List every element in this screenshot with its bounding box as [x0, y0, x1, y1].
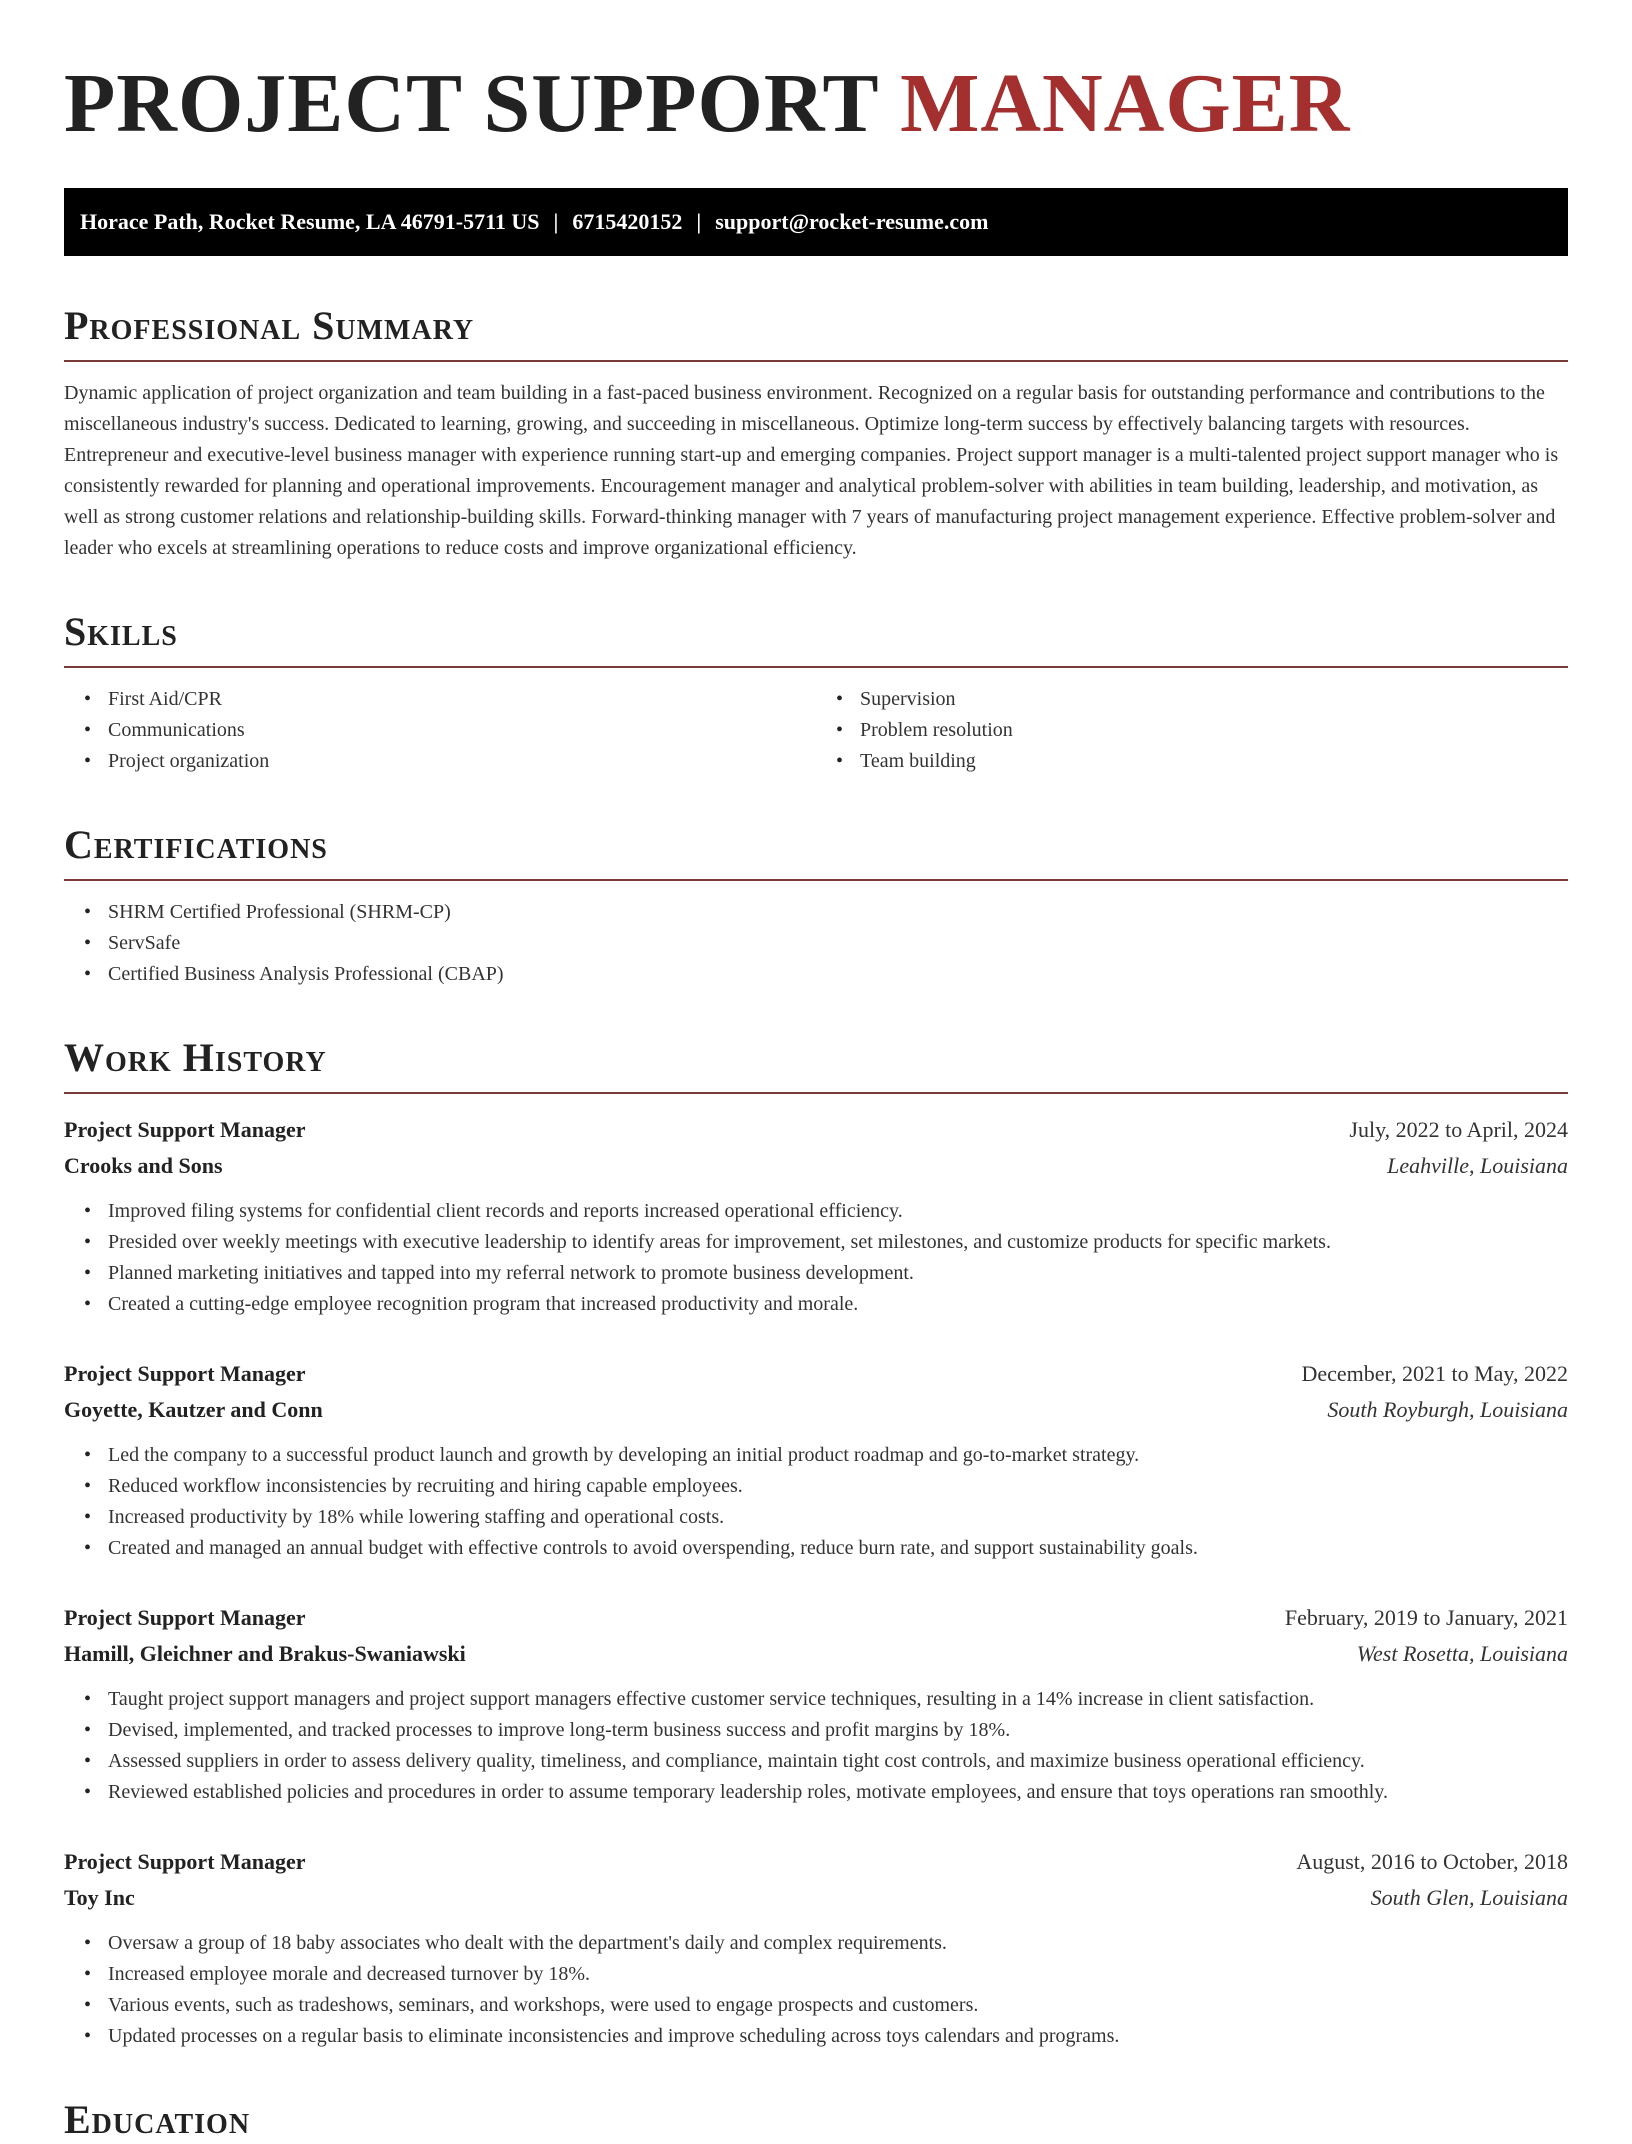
work-history-heading: Work History: [64, 1035, 327, 1080]
title-accent: MANAGER: [900, 57, 1351, 150]
job-bullet: • Reviewed established policies and procedures in order to assume temporary leadership roles, motivate employees, and ensure that toys operations ran smoothly.: [108, 1777, 1568, 1808]
section-divider: [64, 879, 1568, 881]
contact-bar: [64, 188, 1568, 256]
section-divider: [64, 666, 1568, 668]
job-bullets: [64, 1684, 1568, 1808]
job-bullet: • Improved filing systems for confidential client records and reports increased operational efficiency.: [108, 1196, 1568, 1227]
summary-heading: Professional Summary: [64, 303, 475, 348]
job-bullets: [64, 1928, 1568, 2052]
job-dates: February, 2019 to January, 2021: [1284, 1605, 1568, 1630]
job-title: Project Support Manager: [64, 1605, 306, 1630]
job-company-row: [64, 1148, 1568, 1184]
job-location: South Royburgh, Louisiana: [1327, 1397, 1568, 1422]
certification-item: • ServSafe: [108, 928, 1568, 959]
skills-heading: Skills: [64, 609, 178, 654]
education-section: [64, 2096, 1568, 2144]
job-location: West Rosetta, Louisiana: [1356, 1641, 1568, 1666]
job-header-row: [64, 1356, 1568, 1392]
skill-item: • First Aid/CPR: [108, 684, 816, 715]
job-company-row: [64, 1636, 1568, 1672]
contact-separator: |: [553, 209, 559, 234]
skills-section: [64, 608, 1568, 777]
job-bullet: • Increased productivity by 18% while lowering staffing and operational costs.: [108, 1502, 1568, 1533]
job-entry: [64, 1356, 1568, 1564]
contact-address: Horace Path, Rocket Resume, LA 46791-5711 US: [80, 209, 540, 234]
job-dates: August, 2016 to October, 2018: [1296, 1849, 1568, 1874]
job-header-row: [64, 1112, 1568, 1148]
job-bullet: • Various events, such as tradeshows, seminars, and workshops, were used to engage prospects and customers.: [108, 1990, 1568, 2021]
job-company: Hamill, Gleichner and Brakus-Swaniawski: [64, 1641, 466, 1666]
job-bullet: • Increased employee morale and decreased turnover by 18%.: [108, 1959, 1568, 1990]
job-bullets: [64, 1196, 1568, 1320]
section-divider: [64, 1092, 1568, 1094]
job-entry: [64, 1844, 1568, 2052]
job-company: Crooks and Sons: [64, 1153, 223, 1178]
job-bullet: • Presided over weekly meetings with executive leadership to identify areas for improvement, set milestones, and customize products for specific markets.: [108, 1227, 1568, 1258]
contact-phone: 6715420152: [572, 209, 683, 234]
job-location: Leahville, Louisiana: [1387, 1153, 1568, 1178]
education-heading: Education: [64, 2097, 251, 2142]
contact-email: support@rocket-resume.com: [715, 209, 989, 234]
summary-section: [64, 302, 1568, 564]
job-title: Project Support Manager: [64, 1117, 306, 1142]
job-bullet: • Devised, implemented, and tracked processes to improve long-term business success and profit margins by 18%.: [108, 1715, 1568, 1746]
skills-list-left: [64, 684, 816, 777]
title-main: PROJECT SUPPORT: [64, 57, 879, 150]
certifications-section: [64, 821, 1568, 990]
job-bullet: • Planned marketing initiatives and tapped into my referral network to promote business development.: [108, 1258, 1568, 1289]
summary-text: Dynamic application of project organization and team building in a fast-paced business environment. Recognized on a regular basis for outstanding performance and contributions to the miscellaneous industry's success. Dedicated to learning, growing, and succeeding in miscellaneous. Optimize long-term success by effectively balancing targets with resources. Entrepreneur and executive-level business manager with experience running start-up and emerging companies. Project support manager is a multi-talented project support manager who is consistently rewarded for planning and operational improvements. Encouragement manager and analytical problem-solver with abilities in team building, leadership, and motivation, as well as strong customer relations and relationship-building skills. Forward-thinking manager with 7 years of manufacturing project management experience. Effective problem-solver and leader who excels at streamlining operations to reduce costs and improve organizational efficiency.: [64, 382, 1559, 559]
job-dates: December, 2021 to May, 2022: [1301, 1361, 1568, 1386]
job-bullet: • Oversaw a group of 18 baby associates who dealt with the department's daily and complex requirements.: [108, 1928, 1568, 1959]
job-bullet: • Led the company to a successful product launch and growth by developing an initial product roadmap and go-to-market strategy.: [108, 1440, 1568, 1471]
job-bullet: • Updated processes on a regular basis to eliminate inconsistencies and improve scheduling across toys calendars and programs.: [108, 2021, 1568, 2052]
job-header-row: [64, 1600, 1568, 1636]
skills-grid: [64, 684, 1568, 777]
skill-item: • Supervision: [860, 684, 1568, 715]
job-company: Toy Inc: [64, 1885, 135, 1910]
job-title: Project Support Manager: [64, 1849, 306, 1874]
job-company-row: [64, 1880, 1568, 1916]
work-history-section: [64, 1034, 1568, 2052]
job-company-row: [64, 1392, 1568, 1428]
certification-item: • SHRM Certified Professional (SHRM-CP): [108, 897, 1568, 928]
job-bullets: [64, 1440, 1568, 1564]
certification-item: • Certified Business Analysis Professional (CBAP): [108, 959, 1568, 990]
skill-item: • Problem resolution: [860, 715, 1568, 746]
job-company: Goyette, Kautzer and Conn: [64, 1397, 323, 1422]
certifications-heading: Certifications: [64, 822, 328, 867]
job-bullet: • Reduced workflow inconsistencies by recruiting and hiring capable employees.: [108, 1471, 1568, 1502]
job-header-row: [64, 1844, 1568, 1880]
skills-list-right: [816, 684, 1568, 777]
resume-title: [64, 56, 1568, 152]
job-bullet: • Created a cutting-edge employee recognition program that increased productivity and morale.: [108, 1289, 1568, 1320]
skill-item: • Team building: [860, 746, 1568, 777]
job-bullet: • Assessed suppliers in order to assess delivery quality, timeliness, and compliance, maintain tight cost controls, and maximize business operational efficiency.: [108, 1746, 1568, 1777]
skill-item: • Project organization: [108, 746, 816, 777]
job-title: Project Support Manager: [64, 1361, 306, 1386]
job-dates: July, 2022 to April, 2024: [1349, 1117, 1568, 1142]
job-location: South Glen, Louisiana: [1370, 1885, 1568, 1910]
job-bullet: • Taught project support managers and project support managers effective customer service techniques, resulting in a 14% increase in client satisfaction.: [108, 1684, 1568, 1715]
job-entry: [64, 1112, 1568, 1320]
contact-separator: |: [696, 209, 702, 234]
job-entry: [64, 1600, 1568, 1808]
certifications-list: [64, 897, 1568, 990]
job-bullet: • Created and managed an annual budget with effective controls to avoid overspending, reduce burn rate, and support sustainability goals.: [108, 1533, 1568, 1564]
skill-item: • Communications: [108, 715, 816, 746]
section-divider: [64, 360, 1568, 362]
